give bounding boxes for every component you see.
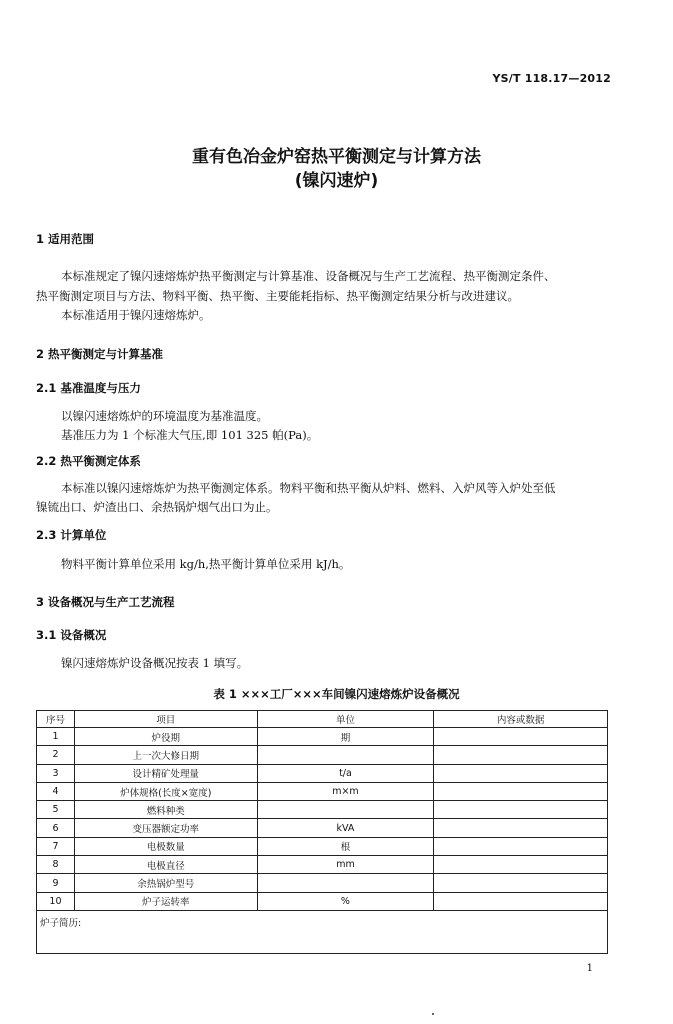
table-row <box>37 837 608 855</box>
row-unit: kVA <box>257 819 434 837</box>
row-seq: 9 <box>37 874 75 892</box>
section-2-1-line2: 基准压力为 1 个标准大气压,即 101 325 帕(Pa)。 <box>61 428 319 442</box>
section-2-1-line1: 以镍闪速熔炼炉的环境温度为基准温度。 <box>61 409 268 423</box>
row-value <box>434 892 608 910</box>
table-row <box>37 801 608 819</box>
table-row <box>37 819 608 837</box>
row-unit: 期 <box>257 728 434 746</box>
section-2-2-heading: 2.2 热平衡测定体系 <box>36 454 141 468</box>
row-item: 电极数量 <box>74 837 257 855</box>
table-row <box>37 782 608 800</box>
table-row <box>37 728 608 746</box>
section-3-1-heading: 3.1 设备概况 <box>36 628 107 642</box>
row-seq: 4 <box>37 782 75 800</box>
header-unit: 单位 <box>257 711 434 728</box>
header-seq: 序号 <box>37 711 75 728</box>
furnace-history-label: 炉子简历: <box>37 910 608 953</box>
row-unit: 根 <box>257 837 434 855</box>
section-3-heading: 3 设备概况与生产工艺流程 <box>36 595 175 609</box>
row-item: 炉子运转率 <box>74 892 257 910</box>
section-1-paragraph-line1: 本标准规定了镍闪速熔炼炉热平衡测定与计算基准、设备概况与生产工艺流程、热平衡测定条件、 <box>61 269 556 283</box>
row-item: 燃料种类 <box>74 801 257 819</box>
row-value <box>434 782 608 800</box>
section-2-3-line1: 物料平衡计算单位采用 kg/h,热平衡计算单位采用 kJ/h。 <box>61 557 351 571</box>
scan-speck <box>432 1013 434 1015</box>
row-unit <box>257 801 434 819</box>
page-number: 1 <box>586 963 593 974</box>
row-item: 炉役期 <box>74 728 257 746</box>
section-2-2-line2: 镍锍出口、炉渣出口、余热锅炉烟气出口为止。 <box>36 500 278 514</box>
section-1-heading: 1 适用范围 <box>36 232 95 246</box>
row-seq: 3 <box>37 764 75 782</box>
section-2-1-heading: 2.1 基准温度与压力 <box>36 381 141 395</box>
section-2-heading: 2 热平衡测定与计算基准 <box>36 347 164 361</box>
row-item: 余热锅炉型号 <box>74 874 257 892</box>
row-seq: 10 <box>37 892 75 910</box>
row-value <box>434 819 608 837</box>
header-value: 内容或数据 <box>434 711 608 728</box>
row-seq: 8 <box>37 856 75 874</box>
row-seq: 1 <box>37 728 75 746</box>
row-seq: 5 <box>37 801 75 819</box>
row-item: 变压器额定功率 <box>74 819 257 837</box>
row-item: 上一次大修日期 <box>74 746 257 764</box>
row-item: 设计精矿处理量 <box>74 764 257 782</box>
section-2-3-heading: 2.3 计算单位 <box>36 528 107 542</box>
table-row <box>37 764 608 782</box>
equipment-table <box>36 710 608 954</box>
section-1-paragraph-line2: 热平衡测定项目与方法、物料平衡、热平衡、主要能耗指标、热平衡测定结果分析与改进建议。 <box>36 289 519 303</box>
row-unit: t/a <box>257 764 434 782</box>
history-row <box>37 910 608 953</box>
row-unit <box>257 874 434 892</box>
row-unit: % <box>257 892 434 910</box>
row-value <box>434 874 608 892</box>
row-unit: m×m <box>257 782 434 800</box>
document-title: 重有色冶金炉窑热平衡测定与计算方法 <box>192 147 481 167</box>
section-3-1-line1: 镍闪速熔炼炉设备概况按表 1 填写。 <box>61 656 249 670</box>
row-seq: 6 <box>37 819 75 837</box>
row-item: 炉体规格(长度×宽度) <box>74 782 257 800</box>
row-value <box>434 764 608 782</box>
row-seq: 2 <box>37 746 75 764</box>
section-1-scope: 本标准适用于镍闪速熔炼炉。 <box>61 308 211 322</box>
row-value <box>434 856 608 874</box>
table-row <box>37 874 608 892</box>
row-value <box>434 801 608 819</box>
row-unit: mm <box>257 856 434 874</box>
row-value <box>434 728 608 746</box>
row-value <box>434 837 608 855</box>
row-item: 电极直径 <box>74 856 257 874</box>
row-seq: 7 <box>37 837 75 855</box>
row-value <box>434 746 608 764</box>
table-header-row <box>37 711 608 728</box>
document-subtitle: (镍闪速炉) <box>294 171 379 191</box>
standard-code: YS/T 118.17—2012 <box>492 72 611 85</box>
table-row <box>37 892 608 910</box>
table-caption: 表 1 ×××工厂×××车间镍闪速熔炼炉设备概况 <box>213 687 460 701</box>
header-item: 项目 <box>74 711 257 728</box>
row-unit <box>257 746 434 764</box>
table-row <box>37 856 608 874</box>
section-2-2-line1: 本标准以镍闪速熔炼炉为热平衡测定体系。物料平衡和热平衡从炉料、燃料、入炉风等入炉处至低 <box>61 481 556 495</box>
table-row <box>37 746 608 764</box>
